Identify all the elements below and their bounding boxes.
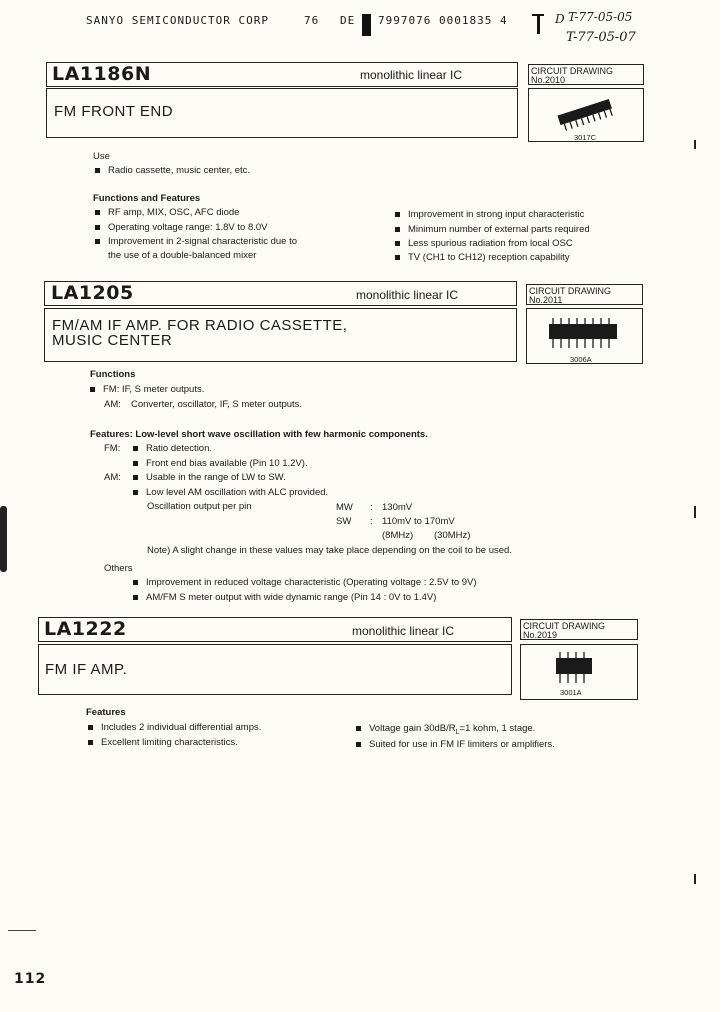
- bullet-icon: [95, 210, 100, 215]
- la1186n-right-item-2: Minimum number of external parts required: [395, 224, 590, 235]
- la1205-feature-am-label: AM:: [104, 472, 121, 483]
- la1205-ic-type: monolithic linear IC: [356, 288, 459, 302]
- la1205-others-item-2: AM/FM S meter output with wide dynamic range (Pin 14 : 0V to 1.4V): [133, 592, 436, 603]
- la1186n-circuit-number: No.2010: [531, 75, 566, 85]
- la1222-right-item-1: Voltage gain $30dB/R_L=1$ kohm, 1 stage.: [356, 723, 535, 736]
- bullet-icon: [88, 725, 93, 730]
- la1222-circuit-number: No.2019: [523, 630, 558, 640]
- la1205-sw-label: SW: [336, 516, 352, 527]
- la1205-circuit-label: CIRCUIT DRAWING: [529, 286, 611, 296]
- bullet-icon: [133, 580, 138, 585]
- la1222-left-item-1: Includes 2 individual differential amps.: [88, 722, 261, 733]
- la1205-title-line-1: FM/AM IF AMP. FOR RADIO CASSETTE,: [52, 317, 348, 334]
- la1205-sw-colon: :: [370, 516, 373, 527]
- la1222-circuit-label: CIRCUIT DRAWING: [523, 621, 605, 631]
- la1205-fm-item-1: Ratio detection.: [133, 443, 212, 454]
- la1186n-use-item: Radio cassette, music center, etc.: [95, 165, 250, 176]
- la1205-mw-value: 130mV: [382, 502, 413, 513]
- bullet-icon: [395, 227, 400, 232]
- la1186n-title: FM FRONT END: [54, 103, 174, 120]
- la1205-fm-function: FM: IF, S meter outputs.: [90, 384, 204, 395]
- la1186n-package-code: 3017C: [574, 133, 597, 142]
- la1205-sw-freq-1: (8MHz): [382, 530, 414, 541]
- right-margin-mark-3: [694, 874, 696, 884]
- la1205-functions-heading: Functions: [90, 369, 136, 380]
- header-handwritten-date-1: T-77-05-05: [568, 10, 633, 24]
- header-black-bar: [362, 14, 371, 36]
- la1186n-left-item-3-cont: the use of a double-balanced mixer: [108, 250, 257, 261]
- la1205-am-label: AM:: [104, 399, 121, 410]
- la1222-package-code: 3001A: [560, 688, 582, 697]
- header-handwritten-d: D: [555, 12, 565, 26]
- bullet-icon: [95, 239, 100, 244]
- header-doc-number: 7997076 0001835 4: [378, 14, 508, 27]
- header-code-76: 76: [304, 14, 320, 27]
- la1222-right-item-2: Suited for use in FM IF limiters or amplifiers.: [356, 739, 555, 750]
- bullet-icon: [88, 740, 93, 745]
- la1222-title: FM IF AMP.: [45, 661, 128, 678]
- la1205-fm-item-2: Front end bias available (Pin 10 1.2V).: [133, 458, 308, 469]
- la1205-others-item-1: Improvement in reduced voltage characteristic (Operating voltage : 2.5V to 9V): [133, 577, 477, 588]
- header-company: SANYO SEMICONDUCTOR CORP: [86, 14, 269, 27]
- bullet-icon: [395, 255, 400, 260]
- la1205-sw-freq-2: (30MHz): [434, 530, 471, 541]
- left-edge-scan-mark: [0, 506, 7, 572]
- la1205-am-function: Converter, oscillator, IF, S meter outputs.: [131, 399, 303, 410]
- la1205-osc-label: Oscillation output per pin: [147, 501, 252, 512]
- la1205-feature-fm-label: FM:: [104, 443, 121, 454]
- la1205-circuit-number: No.2011: [529, 295, 563, 305]
- header-t-mark-stem: [537, 14, 540, 34]
- bullet-icon: [133, 446, 138, 451]
- bullet-icon: [356, 742, 361, 747]
- la1205-am-item-1: Usable in the range of LW to SW.: [133, 472, 286, 483]
- page-number: 112: [14, 971, 47, 987]
- la1186n-chip-icon: [550, 94, 620, 132]
- bullet-icon: [95, 225, 100, 230]
- right-margin-mark-2: [694, 506, 696, 518]
- bullet-icon: [133, 595, 138, 600]
- la1222-ic-type: monolithic linear IC: [352, 624, 455, 638]
- la1205-am-item-2: Low level AM oscillation with ALC provided.: [133, 487, 328, 498]
- la1222-chip-icon: [552, 650, 596, 686]
- la1205-note: Note) A slight change in these values may take place depending on the coil to be used.: [147, 545, 512, 556]
- la1205-sw-value: 110mV to 170mV: [382, 516, 455, 527]
- bullet-icon: [90, 387, 95, 392]
- right-margin-mark-1: [694, 140, 696, 149]
- header-handwritten-date-2: T-77-05-07: [566, 30, 636, 45]
- bullet-icon: [133, 475, 138, 480]
- la1205-package-code: 3006A: [570, 355, 592, 364]
- la1186n-ic-type: monolithic linear IC: [360, 68, 463, 82]
- header-code-de: DE: [340, 14, 356, 27]
- bullet-icon: [395, 212, 400, 217]
- la1186n-right-item-3: Less spurious radiation from local OSC: [395, 238, 573, 249]
- la1205-title-line-2: MUSIC CENTER: [52, 332, 173, 349]
- la1205-chip-icon: [543, 316, 625, 352]
- la1186n-circuit-label: CIRCUIT DRAWING: [531, 66, 613, 76]
- la1205-part-number: LA1205: [51, 282, 134, 304]
- la1186n-part-number: LA1186N: [52, 63, 152, 85]
- la1205-others-heading: Others: [104, 563, 133, 574]
- bullet-icon: [356, 726, 361, 731]
- la1205-mw-colon: :: [370, 502, 373, 513]
- la1222-features-heading: Features: [86, 707, 126, 718]
- bullet-icon: [395, 241, 400, 246]
- la1186n-left-item-3: Improvement in 2-signal characteristic due to: [95, 236, 297, 247]
- la1186n-right-item-4: TV (CH1 to CH12) reception capability: [395, 252, 570, 263]
- la1186n-right-item-1: Improvement in strong input characteristic: [395, 209, 584, 220]
- footer-rule: [8, 930, 36, 931]
- la1205-features-heading: Features: Low-level short wave oscillation with few harmonic components.: [90, 429, 428, 440]
- la1186n-left-item-2: Operating voltage range: 1.8V to 8.0V: [95, 222, 268, 233]
- la1186n-use-heading: Use: [93, 151, 110, 162]
- la1222-part-number: LA1222: [44, 618, 127, 640]
- la1186n-left-item-1: RF amp, MIX, OSC, AFC diode: [95, 207, 239, 218]
- la1205-mw-label: MW: [336, 502, 353, 513]
- la1186n-ff-heading: Functions and Features: [93, 193, 201, 204]
- bullet-icon: [133, 490, 138, 495]
- la1222-left-item-2: Excellent limiting characteristics.: [88, 737, 238, 748]
- bullet-icon: [133, 461, 138, 466]
- bullet-icon: [95, 168, 100, 173]
